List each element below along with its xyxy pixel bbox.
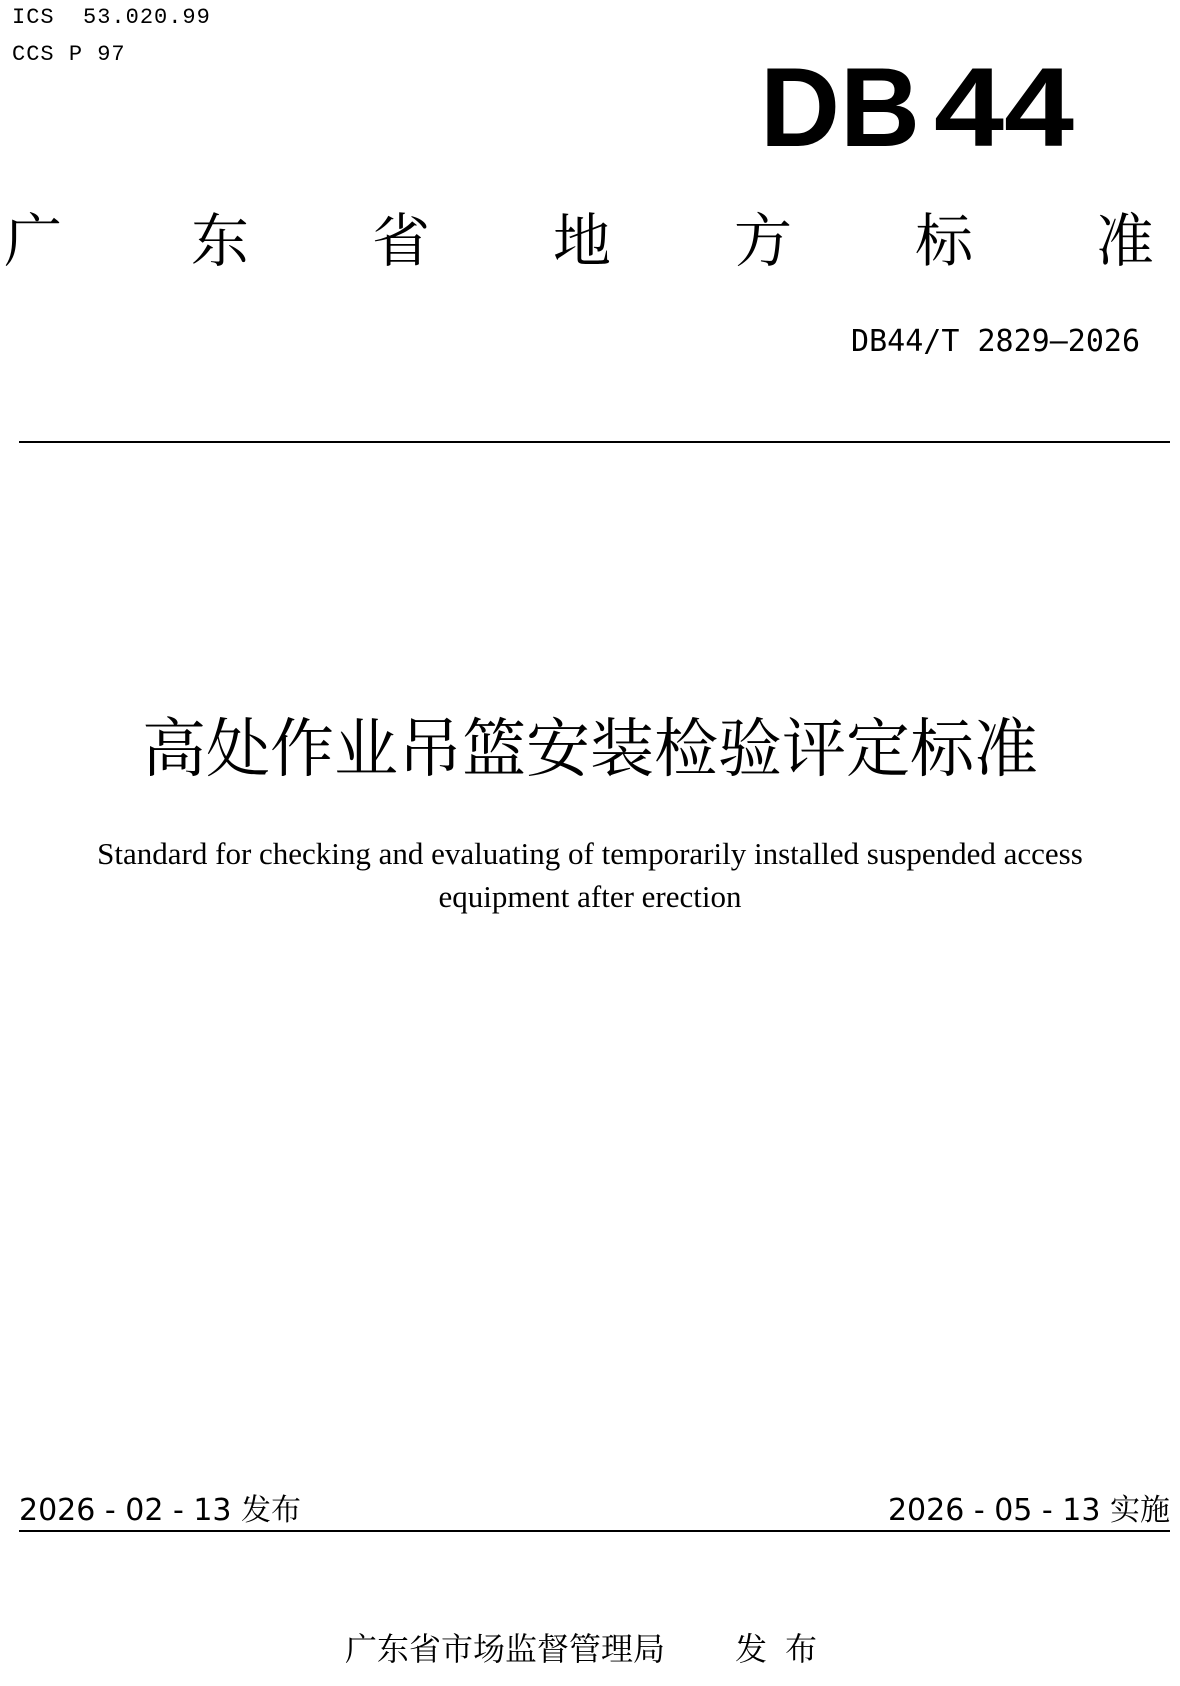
issue-date: 2026 - 02 - 13 [19, 1493, 232, 1528]
effective-date-line [888, 1485, 1170, 1529]
header-divider [19, 441, 1170, 443]
ics-code: 53.020.99 [83, 5, 211, 30]
ccs-label: CCS [12, 42, 55, 67]
standard-kind-char: 东 [191, 207, 250, 275]
title-chinese: 高处作业吊篮安装检验评定标准 [142, 713, 1038, 787]
publisher-line [0, 1624, 1180, 1670]
standard-kind-char: 广 [4, 207, 63, 275]
footer-divider [19, 1530, 1170, 1532]
standard-kind-char: 准 [1096, 207, 1155, 275]
standard-kind-char: 地 [553, 207, 612, 275]
ics-label: ICS [12, 5, 55, 30]
title-english: Standard for checking and evaluating of temporarily installed suspended access equipment after erection [97, 836, 1083, 914]
publisher-action: 发布 [735, 1630, 836, 1668]
ccs-classification [12, 42, 126, 67]
effective-label: 实施 [1110, 1493, 1170, 1528]
db44-logo-letters: DB [760, 60, 920, 170]
standard-kind-char: 标 [915, 207, 974, 275]
publisher-name: 广东省市场监督管理局 [344, 1630, 665, 1668]
standard-number: DB44/T 2829—2026 [851, 324, 1140, 359]
ics-classification [12, 5, 211, 30]
db44-logo-digits: 44 [934, 60, 1074, 170]
issue-label: 发布 [241, 1493, 302, 1528]
db44-logo [760, 60, 1080, 170]
standard-kind-char: 方 [734, 207, 793, 275]
effective-date: 2026 - 05 - 13 [887, 1493, 1101, 1528]
standard-kind-heading [0, 206, 1180, 276]
ccs-code: P 97 [68, 42, 126, 67]
issue-date-line [19, 1485, 301, 1529]
standard-kind-char: 省 [372, 207, 431, 275]
